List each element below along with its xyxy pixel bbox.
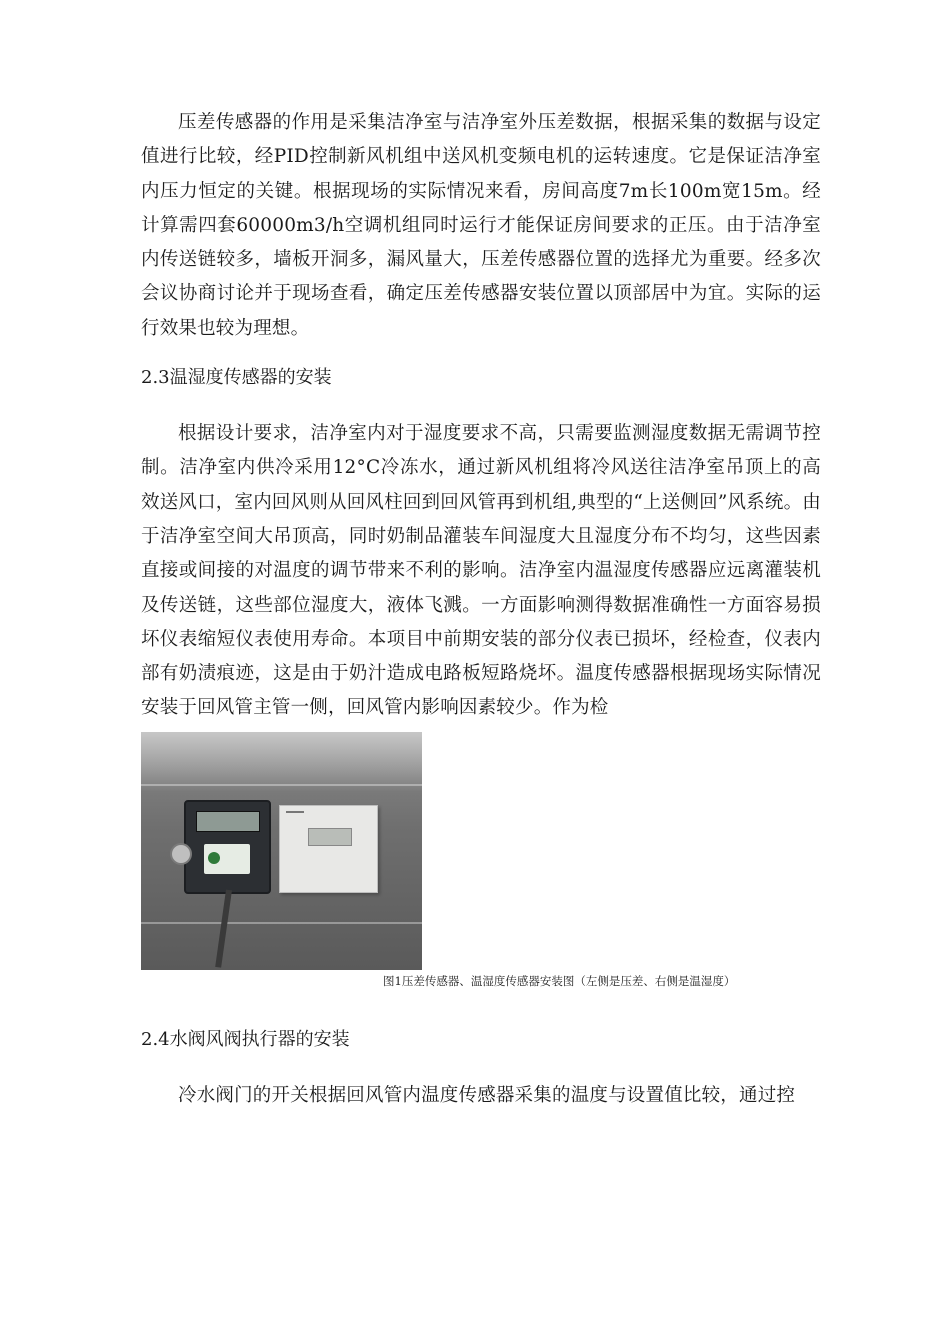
cable-gland-icon xyxy=(170,843,192,865)
brand-mark xyxy=(286,811,304,813)
photo-light-glare xyxy=(141,732,422,792)
section-heading-2-4: 2.4水阀风阀执行器的安装 xyxy=(141,1028,350,1050)
device-sticker xyxy=(204,844,250,874)
wall-panel-seam xyxy=(141,784,422,786)
device-display xyxy=(308,828,352,846)
section-heading-2-3: 2.3温湿度传感器的安装 xyxy=(141,367,332,389)
paragraph-differential-pressure-sensor: 压差传感器的作用是采集洁净室与洁净室外压差数据，根据采集的数据与设定值进行比较，经PID控制新风机组中送风机变频电机的运转速度。它是保证洁净室内压力恒定的关键。根据现场的实际情况来看，房间高度7m长100m宽15m。经计算需四套60000m3/h空调机组同时运行才能保证房间要求的正压。由于洁净室内传送链较多，墙板开洞多，漏风量大，压差传感器位置的选择尤为重要。经多次会议协商讨论并于现场查看，确定压差传感器安装位置以顶部居中为宜。实际的运行效果也较为理想。 xyxy=(141,112,821,339)
temperature-humidity-sensor-device xyxy=(279,805,378,893)
differential-pressure-sensor-device xyxy=(184,800,271,894)
paragraph-water-valve-actuator: 冷水阀门的开关根据回风管内温度传感器采集的温度与设置值比较，通过控 xyxy=(178,1084,796,1106)
sticker-logo-icon xyxy=(208,852,220,864)
paragraph-temperature-humidity-sensor: 根据设计要求，洁净室内对于湿度要求不高，只需要监测湿度数据无需调节控制。洁净室内供冷采用12°C冷冻水，通过新风机组将冷风送往洁净室吊顶上的高效送风口，室内回风则从回风柱回到回风管再到机组,典型的“上送侧回”风系统。由于洁净室空间大吊顶高，同时奶制品灌装车间湿度大且湿度分布不均匀，这些因素直接或间接的对温度的调节带来不利的影响。洁净室内温湿度传感器应远离灌装机及传送链，这些部位湿度大，液体飞溅。一方面影响测得数据准确性一方面容易损坏仪表缩短仪表使用寿命。本项目中前期安装的部分仪表已损坏，经检查，仪表内部有奶渍痕迹，这是由于奶汁造成电路板短路烧坏。温度传感器根据现场实际情况安装于回风管主管一侧，回风管内影响因素较少。作为检 xyxy=(141,423,821,719)
wall-panel-seam xyxy=(141,922,422,924)
sensor-installation-photo xyxy=(141,732,422,970)
figure-caption: 图1压差传感器、温湿度传感器安装图（左侧是压差、右侧是温湿度） xyxy=(383,973,736,988)
pressure-tube xyxy=(215,889,232,967)
document-page xyxy=(141,92,821,1113)
figure-1 xyxy=(141,732,821,992)
device-display xyxy=(196,811,260,832)
